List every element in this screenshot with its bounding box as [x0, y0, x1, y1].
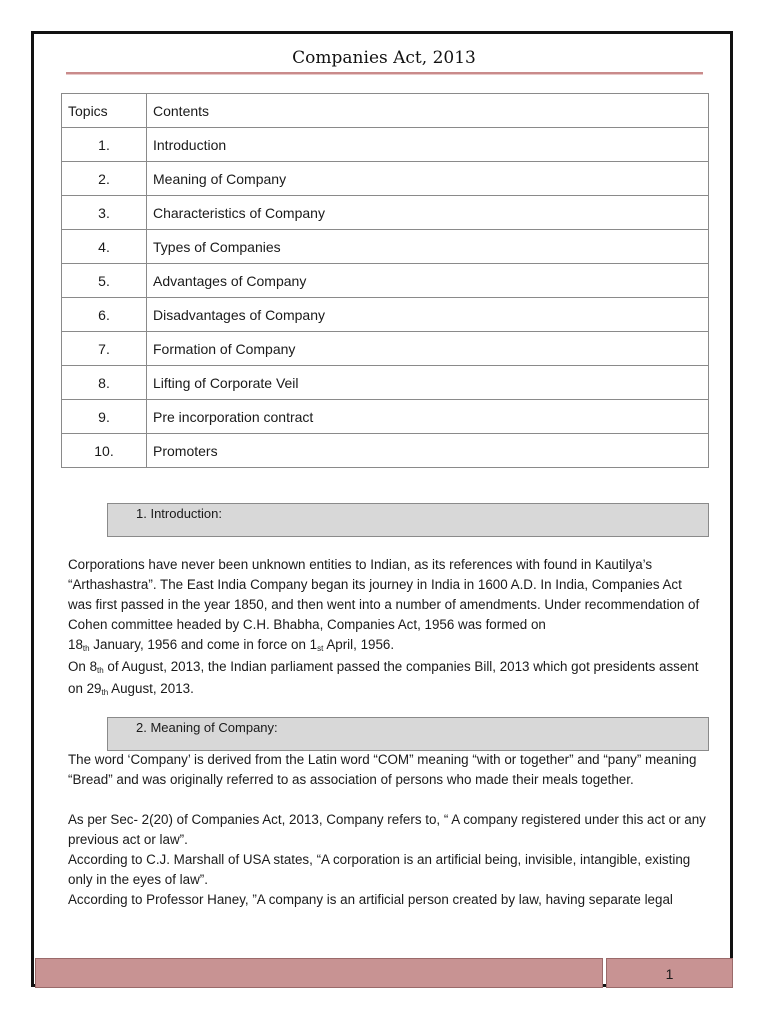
- row-label: Types of Companies: [147, 230, 709, 264]
- row-label: Meaning of Company: [147, 162, 709, 196]
- title-rule: [66, 72, 703, 75]
- table-row: [62, 366, 709, 400]
- intro2-end: August, 2013.: [108, 681, 194, 696]
- intro-rest: January, 1956 and come in force on 1: [89, 637, 318, 652]
- row-number: 8.: [62, 366, 147, 400]
- intro2-suffix-1: th: [97, 666, 104, 675]
- row-label: Pre incorporation contract: [147, 400, 709, 434]
- row-label: Disadvantages of Company: [147, 298, 709, 332]
- row-number: 10.: [62, 434, 147, 468]
- row-number: 2.: [62, 162, 147, 196]
- table-row: [62, 264, 709, 298]
- intro-day-suffix: th: [82, 644, 90, 653]
- row-label: Promoters: [147, 434, 709, 468]
- meaning-paragraph-4: According to Professor Haney, ”A company is an artificial person created by law, having separate legal: [68, 892, 673, 907]
- header-topics: Topics: [62, 94, 147, 128]
- row-number: 9.: [62, 400, 147, 434]
- meaning-paragraph-2: As per Sec- 2(20) of Companies Act, 2013, Company refers to, “ A company registered under this act or any previous act or law”.: [68, 812, 706, 847]
- table-row: [62, 298, 709, 332]
- introduction-body: [68, 555, 708, 701]
- row-label: Formation of Company: [147, 332, 709, 366]
- page-number: 1: [606, 958, 733, 988]
- table-row: [62, 162, 709, 196]
- row-number: 5.: [62, 264, 147, 298]
- meaning-body: [68, 750, 708, 910]
- row-number: 7.: [62, 332, 147, 366]
- meaning-paragraph-3: According to C.J. Marshall of USA states, “A corporation is an artificial being, invisible, intangible, existing only in the eyes of law”.: [68, 852, 691, 887]
- intro-day: 18: [68, 637, 83, 652]
- table-row: [62, 434, 709, 468]
- row-number: 4.: [62, 230, 147, 264]
- intro-text: Corporations have never been unknown entities to Indian, as its references with found in Kautilya’s “Arthashastra”. The East India Company began its journey in India in 1600 A.D. In India, Companies Act was first passed in the year 1850, and then went into a number of amendments. Under recommendation of Cohen committee headed by C.H. Bhabha, Companies Act, 1956 was formed on: [68, 557, 700, 632]
- table-header-row: [62, 94, 709, 128]
- intro2-start: On 8: [68, 659, 98, 674]
- meaning-paragraph-1: The word ‘Company’ is derived from the Latin word “COM” meaning “with or together” and “pany” meaning “Bread” and was originally referred to as association of persons who made their meals together.: [68, 752, 697, 787]
- row-number: 6.: [62, 298, 147, 332]
- intro-end: April, 1956.: [323, 637, 395, 652]
- table-row: [62, 128, 709, 162]
- row-number: 1.: [62, 128, 147, 162]
- table-row: [62, 332, 709, 366]
- section-heading-introduction: 1. Introduction:: [107, 503, 709, 537]
- row-label: Characteristics of Company: [147, 196, 709, 230]
- intro2-suffix-2: th: [101, 688, 109, 697]
- section-heading-meaning: 2. Meaning of Company:: [107, 717, 709, 751]
- introduction-paragraph-2: [68, 657, 708, 701]
- table-row: [62, 196, 709, 230]
- header-contents: Contents: [147, 94, 709, 128]
- intro-rest-suffix: st: [317, 644, 324, 653]
- table-row: [62, 400, 709, 434]
- row-label: Advantages of Company: [147, 264, 709, 298]
- row-label: Lifting of Corporate Veil: [147, 366, 709, 400]
- footer-bar: [35, 958, 603, 988]
- document-title: Companies Act, 2013: [292, 48, 476, 68]
- contents-table: [61, 93, 709, 468]
- row-number: 3.: [62, 196, 147, 230]
- intro2-mid: of August, 2013, the Indian parliament passed the companies Bill, 2013 which got presidents assent on 29: [68, 659, 699, 696]
- introduction-paragraph: [68, 555, 708, 657]
- table-row: [62, 230, 709, 264]
- row-label: Introduction: [147, 128, 709, 162]
